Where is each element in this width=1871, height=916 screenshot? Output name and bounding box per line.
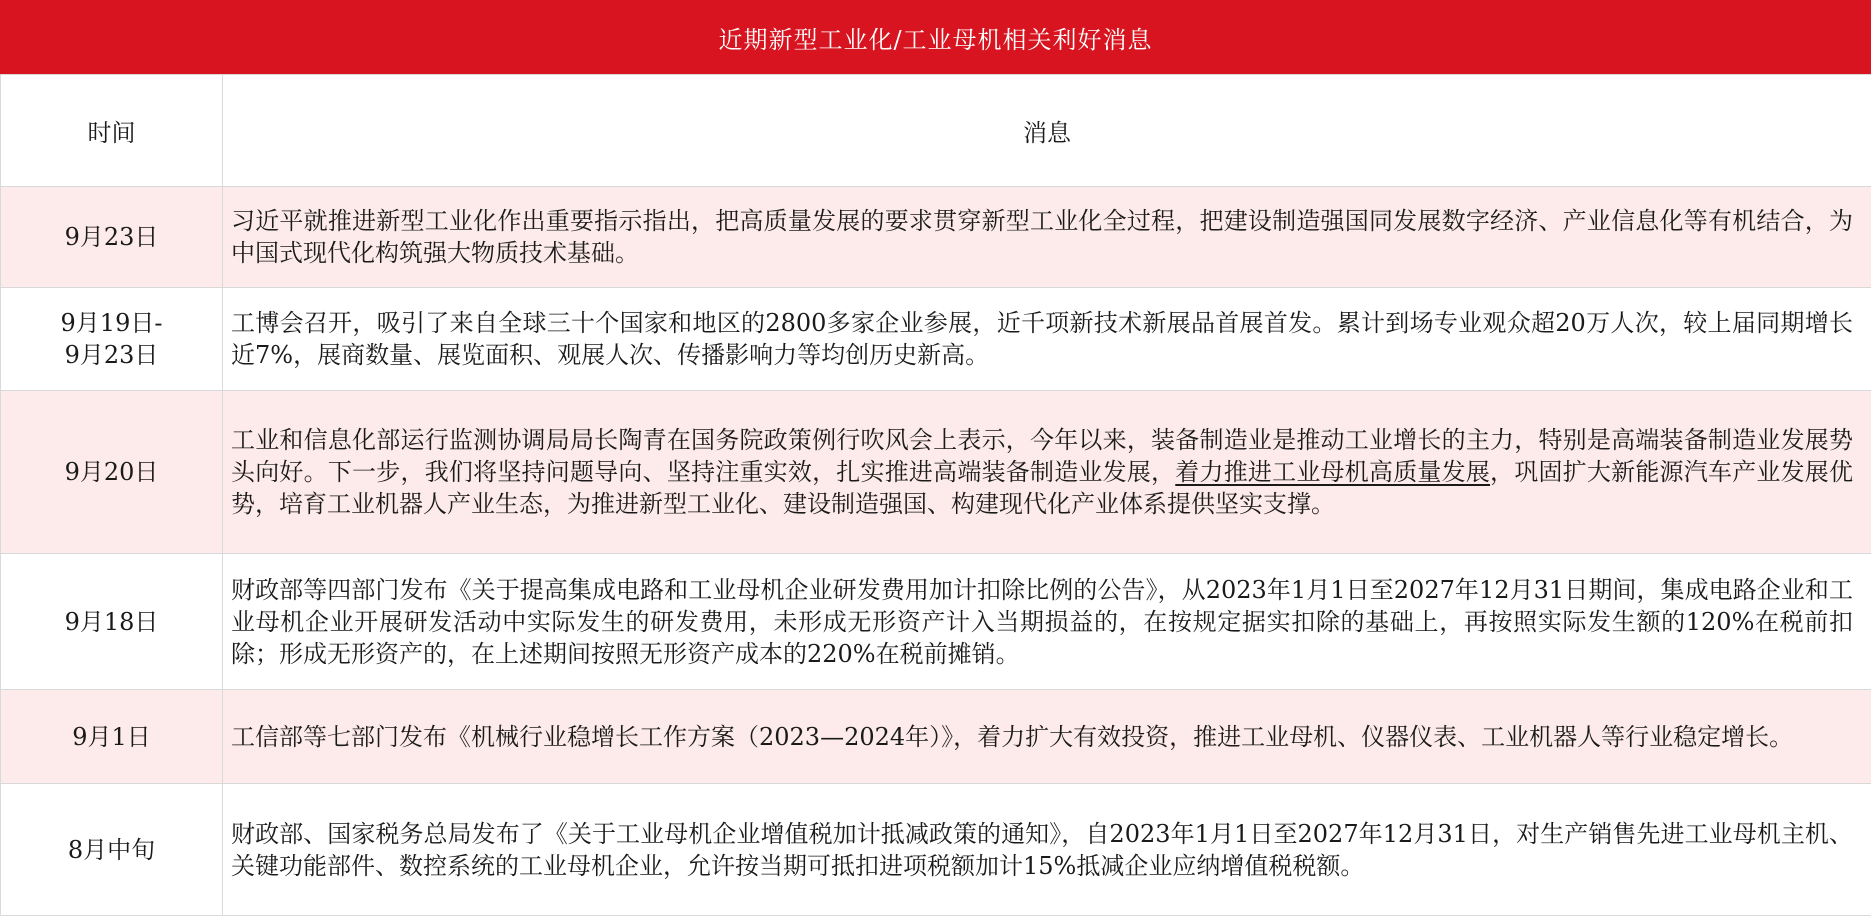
row-time-line: 9月20日: [1, 456, 222, 488]
row-message: [223, 554, 1871, 690]
row-message-text: 习近平就推进新型工业化作出重要指示指出，把高质量发展的要求贯穿新型工业化全过程，把建设制造强国同发展数字经济、产业信息化等有机结合，为中国式现代化构筑强大物质技术基础。: [231, 207, 1853, 267]
row-message-text: 工博会召开，吸引了来自全球三十个国家和地区的2800多家企业参展，近千项新技术新展品首展首发。累计到场专业观众超20万人次，较上届同期增长近7%，展商数量、展览面积、观展人次、传播影响力等均创历史新高。: [231, 309, 1853, 369]
row-message: [223, 784, 1871, 916]
row-time-line: 9月23日: [1, 221, 222, 253]
table-row: [1, 554, 1871, 690]
row-message-text: 财政部、国家税务总局发布了《关于工业母机企业增值税加计抵减政策的通知》，自2023年1月1日至2027年12月31日，对生产销售先进工业母机主机、关键功能部件、数控系统的工业母机企业，允许按当期可抵扣进项税额加计15%抵减企业应纳增值税税额。: [231, 820, 1853, 880]
row-time: [1, 554, 223, 690]
row-time: [1, 187, 223, 288]
header-message: 消息: [223, 75, 1871, 187]
row-time-line: 9月18日: [1, 606, 222, 638]
row-time-line: 8月中旬: [1, 834, 222, 866]
row-message: [223, 690, 1871, 784]
table-row: [1, 690, 1871, 784]
header-time: 时间: [1, 75, 223, 187]
row-time: [1, 784, 223, 916]
row-message: [223, 187, 1871, 288]
row-time-line: 9月23日: [1, 339, 222, 371]
table-row: [1, 784, 1871, 916]
table-row: [1, 288, 1871, 391]
row-message-text: 财政部等四部门发布《关于提高集成电路和工业母机企业研发费用加计扣除比例的公告》，从2023年1月1日至2027年12月31日期间，集成电路企业和工业母机企业开展研发活动中实际发生的研发费用，未形成无形资产计入当期损益的，在按规定据实扣除的基础上，再按照实际发生额的120%在税前扣除；形成无形资产的，在上述期间按照无形资产成本的220%在税前摊销。: [231, 576, 1853, 668]
row-time-line: 9月19日-: [1, 307, 222, 339]
row-time: [1, 288, 223, 391]
row-message-text-after: ，巩固扩大新能源汽车产业发展优势，培育工业机器人产业生态，为推进新型工业化、建设制造强国、构建现代化产业体系提供坚实支撑。: [231, 458, 1853, 518]
header-row: [1, 75, 1871, 187]
table-row: [1, 391, 1871, 554]
table-title: 近期新型工业化/工业母机相关利好消息: [0, 0, 1871, 74]
row-message-underlined: 着力推进工业母机高质量发展: [1175, 458, 1490, 486]
news-table: [0, 74, 1871, 916]
row-message: [223, 288, 1871, 391]
row-time: [1, 391, 223, 554]
table-row: [1, 187, 1871, 288]
row-time-line: 9月1日: [1, 721, 222, 753]
row-message-text: 工信部等七部门发布《机械行业稳增长工作方案（2023—2024年）》，着力扩大有效投资，推进工业母机、仪器仪表、工业机器人等行业稳定增长。: [231, 723, 1793, 751]
row-message-text: 工业和信息化部运行监测协调局局长陶青在国务院政策例行吹风会上表示，今年以来，装备制造业是推动工业增长的主力，特别是高端装备制造业发展势头向好。下一步，我们将坚持问题导向、坚持注重实效，扎实推进高端装备制造业发展，: [231, 426, 1853, 486]
row-message: [223, 391, 1871, 554]
row-time: [1, 690, 223, 784]
